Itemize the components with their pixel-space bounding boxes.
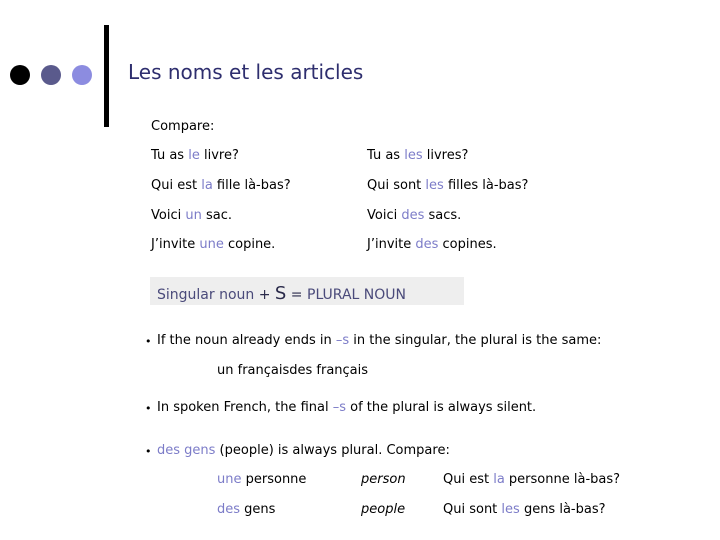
pair-left-4-pre: J’invite	[151, 237, 200, 252]
bullet-2-s: –s	[332, 400, 346, 415]
pair-left-2-pre: Qui est	[151, 178, 202, 193]
page-title: Les noms et les articles	[128, 60, 364, 84]
pair-left-4	[151, 237, 275, 252]
gens-row-2-noun: gens	[240, 502, 276, 517]
decor-dot-slate	[41, 65, 61, 85]
gens-row-1-question	[443, 472, 620, 487]
rule-plus: +	[254, 287, 275, 303]
decor-dot-lavender	[72, 65, 92, 85]
plural-rule	[157, 283, 406, 304]
pair-left-4-post: copine.	[223, 237, 276, 252]
gens-row-2-article: des	[217, 502, 241, 517]
gens-row-2-en: people	[361, 502, 406, 517]
pair-right-4	[367, 237, 497, 252]
pair-left-3	[151, 208, 232, 223]
pair-right-1-post: livres?	[422, 148, 469, 163]
example-francais: un françaisdes français	[217, 363, 369, 378]
bullet-1-s: –s	[335, 333, 350, 348]
bullet-2-post: of the plural is always silent.	[345, 400, 537, 415]
pair-left-2	[151, 178, 291, 193]
gens-row-2-q-post: gens là-bas?	[519, 502, 606, 517]
pair-left-1	[151, 148, 239, 163]
bullet-1-marker: •	[145, 335, 152, 348]
pair-left-2-post: fille là-bas?	[212, 178, 291, 193]
gens-row-1-noun: personne	[241, 472, 307, 487]
rule-s: S	[274, 283, 287, 304]
pair-right-2-pre: Qui sont	[367, 178, 426, 193]
pair-right-4-article: des	[415, 237, 439, 252]
gens-row-2-q-article: les	[501, 502, 520, 517]
pair-right-3-post: sacs.	[424, 208, 462, 223]
bullet-3-post: (people) is always plural. Compare:	[215, 443, 450, 458]
pair-right-2	[367, 178, 528, 193]
bullet-2-marker: •	[145, 402, 152, 415]
pair-right-3-pre: Voici	[367, 208, 402, 223]
pair-right-2-post: filles là-bas?	[443, 178, 529, 193]
pair-left-4-article: une	[199, 237, 224, 252]
pair-left-1-article: le	[188, 148, 200, 163]
rule-singular-noun: Singular noun	[157, 287, 255, 303]
pair-right-2-article: les	[425, 178, 444, 193]
pair-right-3-article: des	[401, 208, 425, 223]
bullet-1-pre: If the noun already ends in	[157, 333, 336, 348]
bullet-3-text	[157, 443, 450, 458]
pair-right-1-pre: Tu as	[367, 148, 405, 163]
gens-row-1-q-post: personne là-bas?	[504, 472, 621, 487]
pair-right-4-pre: J’invite	[367, 237, 416, 252]
bullet-1-post: in the singular, the plural is the same:	[349, 333, 602, 348]
pair-left-3-article: un	[185, 208, 202, 223]
gens-row-2-fr	[217, 502, 275, 517]
pair-left-1-post: livre?	[199, 148, 239, 163]
pair-left-2-article: la	[201, 178, 213, 193]
pair-right-3	[367, 208, 461, 223]
rule-equals: =	[286, 287, 307, 303]
rule-plural-noun: PLURAL NOUN	[307, 287, 406, 303]
gens-row-1-article: une	[217, 472, 242, 487]
pair-right-1	[367, 148, 468, 163]
gens-row-1-q-pre: Qui est	[443, 472, 494, 487]
pair-left-3-post: sac.	[201, 208, 232, 223]
decor-dot-black	[10, 65, 30, 85]
gens-row-2-question	[443, 502, 606, 517]
gens-row-1-en: person	[361, 472, 406, 487]
gens-row-1-q-article: la	[493, 472, 505, 487]
title-divider-bar	[104, 25, 109, 127]
bullet-1-text	[157, 333, 601, 348]
gens-row-1-fr	[217, 472, 306, 487]
pair-left-3-pre: Voici	[151, 208, 186, 223]
gens-row-2-q-pre: Qui sont	[443, 502, 502, 517]
pair-left-1-pre: Tu as	[151, 148, 189, 163]
compare-label: Compare:	[151, 119, 215, 134]
pair-right-4-post: copines.	[438, 237, 497, 252]
bullet-2-pre: In spoken French, the final	[157, 400, 333, 415]
bullet-2-text	[157, 400, 536, 415]
bullet-3-des-gens: des gens	[157, 443, 216, 458]
bullet-3-marker: •	[145, 445, 152, 458]
pair-right-1-article: les	[404, 148, 423, 163]
